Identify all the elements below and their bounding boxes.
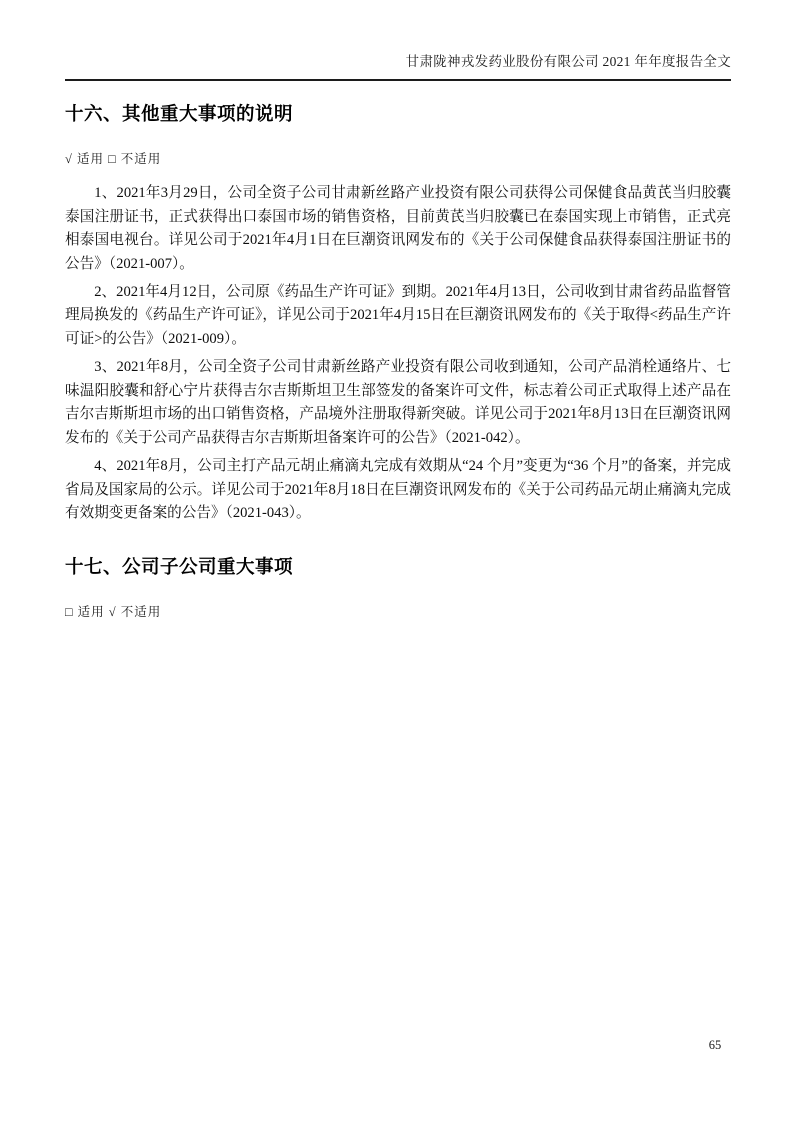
paragraph-3: 3、2021年8月，公司全资子公司甘肃新丝路产业投资有限公司收到通知，公司产品消栓通络片、七味温阳胶囊和舒心宁片获得吉尔吉斯斯坦卫生部签发的备案许可文件，标志着公司正式取得上述产品在吉尔吉斯斯坦市场的出口销售资格，产品境外注册取得新突破。详见公司于2021年8月13日在巨潮资讯网发布的《关于公司产品获得吉尔吉斯斯坦备案许可的公告》（2021-042）。 (65, 359, 731, 446)
section-17-heading: 十七、公司子公司重大事项 (65, 557, 294, 578)
header-divider (65, 79, 731, 81)
section-16-applicability-line: √ 适用 □ 不适用 (65, 152, 162, 166)
paragraph-4: 4、2021年8月，公司主打产品元胡止痛滴丸完成有效期从“24 个月”变更为“36 个月”的备案，并完成省局及国家局的公示。详见公司于2021年8月18日在巨潮资讯网发布的《关于公司药品元胡止痛滴丸完成有效期变更备案的公告》（2021-043）。 (65, 458, 731, 522)
paragraph-2: 2、2021年4月12日，公司原《药品生产许可证》到期。2021年4月13日，公司收到甘肃省药品监督管理局换发的《药品生产许可证》，详见公司于2021年4月15日在巨潮资讯网发布的《关于取得<药品生产许可证>的公告》（2021-009）。 (65, 283, 731, 348)
page-number: 65 (708, 1038, 722, 1052)
page-header (65, 0, 731, 81)
section-16-heading: 十六、其他重大事项的说明 (65, 105, 294, 125)
section-17-applicability-line: □ 适用 √ 不适用 (65, 604, 162, 619)
paragraph-1: 1、2021年3月29日，公司全资子公司甘肃新丝路产业投资有限公司获得公司保健食品黄芪当归胶囊泰国注册证书，正式获得出口泰国市场的销售资格，目前黄芪当归胶囊已在泰国实现上市销售，正式亮相泰国电视台。详见公司于2021年4月1日在巨潮资讯网发布的《关于公司保健食品获得泰国注册证书的公告》（2021-007）。 (65, 185, 731, 272)
page-header-title: 甘肃陇神戎发药业股份有限公司 2021 年年度报告全文 (405, 54, 731, 69)
page-content (65, 0, 731, 620)
